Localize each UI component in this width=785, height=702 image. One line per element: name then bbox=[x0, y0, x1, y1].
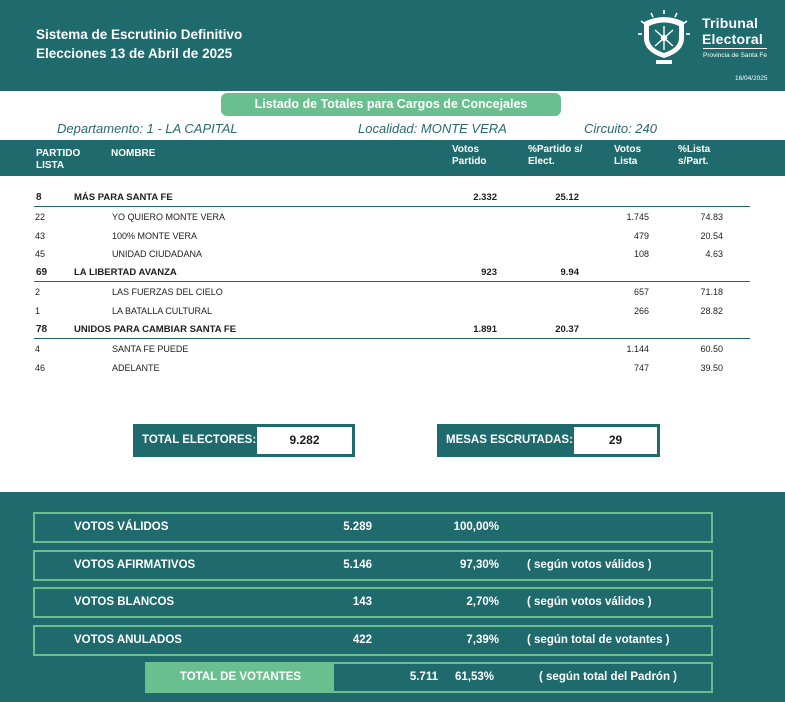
list-votes: 657 bbox=[633, 287, 649, 297]
summary-row-anulados bbox=[33, 625, 713, 656]
list-name: SANTA FE PUEDE bbox=[112, 344, 189, 354]
table-header bbox=[0, 140, 785, 176]
list-percent: 28.82 bbox=[700, 306, 723, 316]
list-votes: 108 bbox=[633, 249, 649, 259]
summary-row-validos bbox=[33, 512, 713, 543]
summary-value: 422 bbox=[352, 634, 372, 646]
circuito-label: Circuito: 240 bbox=[584, 121, 657, 136]
system-title: Sistema de Escrutinio Definitivo bbox=[36, 27, 243, 42]
col-pct-lista-line2: s/Part. bbox=[678, 156, 709, 167]
party-number: 78 bbox=[36, 324, 48, 335]
party-number: 8 bbox=[36, 192, 42, 203]
summary-row-blancos bbox=[33, 587, 713, 618]
party-percent: 20.37 bbox=[555, 324, 579, 335]
col-votos-lista-line2: Lista bbox=[614, 156, 638, 167]
col-votos-partido-line2: Partido bbox=[452, 156, 487, 167]
logo-text-electoral: Electoral bbox=[702, 31, 763, 47]
report-date: 16/04/2025 bbox=[735, 75, 768, 82]
total-votantes-note: ( según total del Padrón ) bbox=[539, 671, 678, 683]
list-number: 46 bbox=[35, 363, 46, 373]
election-title: Elecciones 13 de Abril de 2025 bbox=[36, 46, 233, 61]
col-pct-lista-line1: %Lista bbox=[678, 144, 711, 155]
list-percent: 71.18 bbox=[700, 287, 723, 297]
total-votantes-row bbox=[145, 662, 713, 693]
list-row bbox=[34, 340, 750, 358]
list-votes: 1.745 bbox=[626, 212, 649, 222]
list-name: UNIDAD CIUDADANA bbox=[112, 249, 203, 259]
party-row bbox=[34, 264, 750, 282]
summary-note: ( según votos válidos ) bbox=[527, 596, 652, 608]
mesas-escrutadas-value: 29 bbox=[574, 427, 657, 454]
summary-percent: 7,39% bbox=[466, 634, 499, 646]
summary-value: 5.289 bbox=[343, 521, 372, 533]
party-row bbox=[34, 321, 750, 339]
summary-label: VOTOS VÁLIDOS bbox=[74, 521, 169, 533]
party-votes: 923 bbox=[481, 267, 497, 278]
party-votes: 2.332 bbox=[473, 192, 497, 203]
summary-percent: 97,30% bbox=[459, 559, 499, 571]
summary-percent: 2,70% bbox=[466, 596, 499, 608]
list-percent: 20.54 bbox=[700, 231, 723, 241]
header-band bbox=[0, 0, 785, 91]
col-votos-lista-line1: Votos bbox=[614, 144, 642, 155]
sun-shield-emblem-icon bbox=[638, 8, 690, 66]
list-votes: 266 bbox=[633, 306, 649, 316]
summary-row-afirmativos bbox=[33, 550, 713, 581]
summary-label: VOTOS AFIRMATIVOS bbox=[74, 559, 196, 571]
list-number: 4 bbox=[35, 344, 41, 354]
col-pct-partido bbox=[528, 144, 582, 168]
party-row bbox=[34, 189, 750, 207]
list-number: 2 bbox=[35, 287, 41, 297]
col-pct-partido-line2: Elect. bbox=[528, 156, 555, 167]
summary-label: VOTOS BLANCOS bbox=[74, 596, 175, 608]
list-percent: 74.83 bbox=[700, 212, 723, 222]
col-votos-partido-line1: Votos bbox=[452, 144, 480, 155]
list-votes: 1.144 bbox=[626, 344, 649, 354]
list-number: 1 bbox=[35, 306, 41, 316]
list-number: 43 bbox=[35, 231, 46, 241]
party-name: LA LIBERTAD AVANZA bbox=[74, 267, 177, 278]
col-lista-label: LISTA bbox=[36, 160, 65, 171]
summary-value: 143 bbox=[352, 596, 372, 608]
party-percent: 25.12 bbox=[555, 192, 579, 203]
party-percent: 9.94 bbox=[560, 267, 579, 278]
party-number: 69 bbox=[36, 267, 48, 278]
list-name: 100% MONTE VERA bbox=[112, 231, 198, 241]
total-votantes-value: 5.711 bbox=[409, 671, 438, 683]
party-name: MÁS PARA SANTA FE bbox=[74, 192, 173, 203]
total-votantes-percent: 61,53% bbox=[454, 671, 494, 683]
summary-label: VOTOS ANULADOS bbox=[74, 634, 182, 646]
list-row bbox=[34, 359, 750, 377]
list-name: LA BATALLA CULTURAL bbox=[112, 306, 213, 316]
col-pct-lista bbox=[678, 144, 710, 168]
list-row bbox=[34, 245, 750, 263]
col-pct-partido-line1: %Partido s/ bbox=[528, 144, 583, 155]
logo-subtext: Provincia de Santa Fe bbox=[703, 52, 767, 59]
summary-note: ( según votos válidos ) bbox=[527, 559, 652, 571]
list-row bbox=[34, 227, 750, 245]
party-name: UNIDOS PARA CAMBIAR SANTA FE bbox=[74, 324, 237, 335]
total-votantes-label: TOTAL DE VOTANTES bbox=[147, 664, 334, 691]
list-number: 45 bbox=[35, 249, 46, 259]
mesas-escrutadas-label: MESAS ESCRUTADAS: bbox=[446, 434, 573, 446]
localidad-label: Localidad: MONTE VERA bbox=[358, 121, 507, 136]
col-partido-label: PARTIDO bbox=[36, 148, 81, 159]
list-row bbox=[34, 208, 750, 226]
list-number: 22 bbox=[35, 212, 46, 222]
departamento-label: Departamento: 1 - LA CAPITAL bbox=[57, 121, 238, 136]
list-percent: 4.63 bbox=[705, 249, 723, 259]
list-name: YO QUIERO MONTE VERA bbox=[112, 212, 226, 222]
mesas-escrutadas-box bbox=[437, 424, 660, 457]
total-electores-label: TOTAL ELECTORES: bbox=[142, 434, 257, 446]
report-title: Listado de Totales para Cargos de Concejales bbox=[221, 93, 561, 116]
summary-value: 5.146 bbox=[343, 559, 372, 571]
total-electores-value: 9.282 bbox=[257, 427, 352, 454]
list-percent: 60.50 bbox=[700, 344, 723, 354]
col-partido-lista bbox=[36, 148, 80, 172]
col-nombre: NOMBRE bbox=[111, 148, 156, 159]
list-row bbox=[34, 283, 750, 301]
logo-text-tribunal: Tribunal bbox=[702, 15, 759, 31]
list-votes: 479 bbox=[633, 231, 649, 241]
list-percent: 39.50 bbox=[700, 363, 723, 373]
list-votes: 747 bbox=[633, 363, 649, 373]
list-name: LAS FUERZAS DEL CIELO bbox=[112, 287, 223, 297]
summary-percent: 100,00% bbox=[453, 521, 499, 533]
col-votos-partido bbox=[452, 144, 486, 168]
list-row bbox=[34, 302, 750, 320]
col-votos-lista bbox=[614, 144, 641, 168]
summary-note: ( según total de votantes ) bbox=[527, 634, 670, 646]
logo-divider bbox=[703, 48, 767, 49]
total-electores-box bbox=[133, 424, 355, 457]
party-votes: 1.891 bbox=[473, 324, 497, 335]
list-name: ADELANTE bbox=[112, 363, 160, 373]
